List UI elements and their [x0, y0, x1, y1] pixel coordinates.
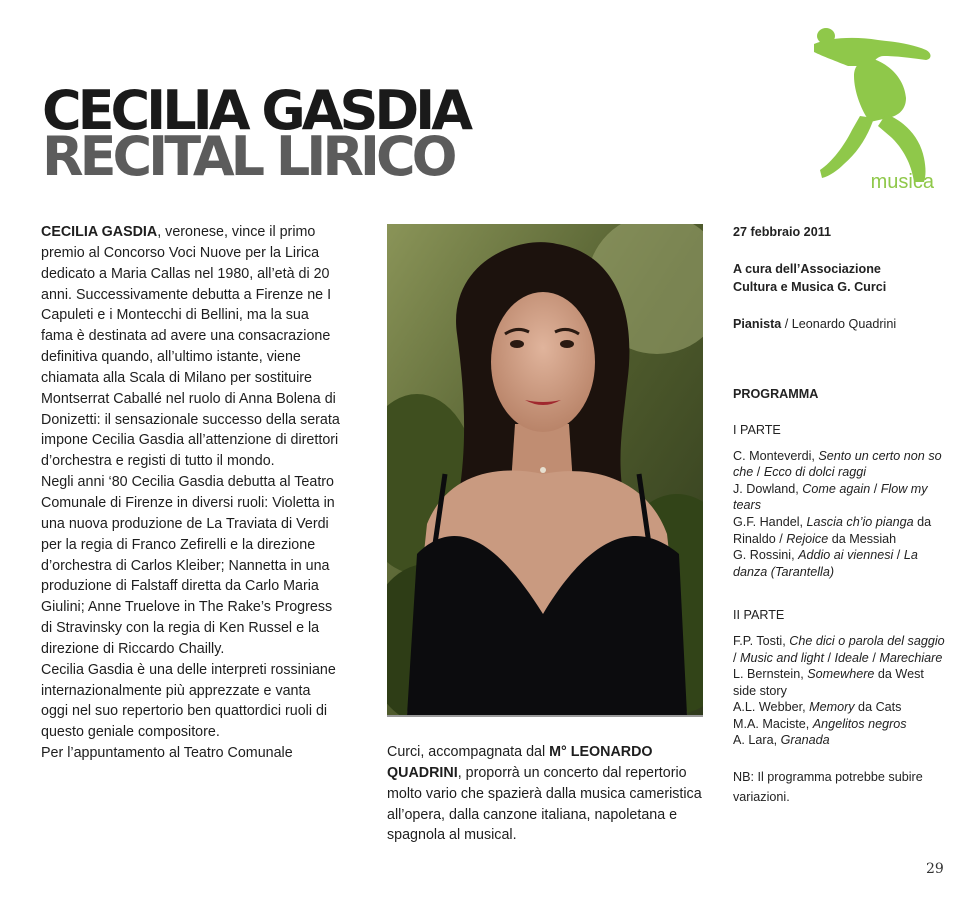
part2-list [733, 633, 948, 749]
bio-paragraph-3: Cecilia Gasdia è una delle interpreti rossiniane internazionalmente più apprezzate e vanta oggi nel suo repertorio ben quattordici ruoli di questo geniale compositore. [41, 661, 336, 741]
title-line-2: RECITAL LIRICO [42, 125, 454, 188]
event-date: 27 febbraio 2011 [733, 225, 832, 239]
program-item [733, 481, 948, 514]
part2-heading: II PARTE [733, 608, 785, 623]
program-item [733, 666, 948, 699]
pianist-separator: / [781, 316, 792, 331]
program-work-title: Flow my tears [733, 481, 928, 513]
concert-text-post: , proporrà un concerto dal repertorio molto vario che spazierà dalla musica cameristica all’opera, dalla canzone italiana, napoletana e spagnola al musical. [387, 764, 702, 844]
program-item [733, 732, 948, 749]
program-item [733, 514, 948, 547]
program-item [733, 633, 948, 666]
program-composer: A.L. Webber, [733, 700, 810, 715]
program-work-text: da Messiah [828, 531, 897, 546]
program-work-title: Sento un certo non so che [733, 448, 942, 480]
bio-paragraph-1 [41, 222, 341, 472]
part1-heading: I PARTE [733, 422, 781, 437]
program-composer: G.F. Handel, [733, 514, 807, 529]
pianist-name: Leonardo Quadrini [791, 316, 897, 331]
organizer-line-1: A cura dell’Associazione [733, 261, 881, 276]
page-number: 29 [926, 861, 944, 877]
program-work-title: Granada [780, 733, 830, 748]
program-item [733, 448, 948, 481]
program-work-title: Ecco di dolci raggi [763, 465, 867, 480]
program-work-text: / [753, 465, 764, 480]
program-work-text: da Cats [854, 700, 902, 715]
musica-logo [808, 26, 938, 196]
program-item [733, 699, 948, 716]
program-item [733, 716, 948, 733]
program-composer: A. Lara, [733, 733, 781, 748]
part1-list [733, 448, 948, 581]
photo-bottom-rule [387, 715, 703, 717]
concert-description [387, 742, 703, 846]
program-work-text: da Rinaldo / [733, 514, 932, 546]
organizer-line-2: Cultura e Musica G. Curci [733, 280, 887, 295]
program-work-text: / [824, 650, 835, 665]
program-item [733, 547, 948, 580]
bio-paragraph-4: Per l’appuntamento al Teatro Comunale [41, 745, 293, 762]
program-work-title: Angelitos negros [812, 716, 907, 731]
program-work-title: Rejoice [786, 531, 829, 546]
program-work-title: Music and light [740, 650, 824, 665]
program-work-title: Come again [802, 481, 871, 496]
program-work-title: Che dici o parola del saggio [789, 633, 945, 648]
program-composer: G. Rossini, [733, 548, 799, 563]
event-info-column [733, 222, 948, 807]
pianist-label: Pianista [733, 316, 782, 331]
concert-paragraph [387, 742, 703, 846]
program-composer: L. Bernstein, [733, 667, 808, 682]
singer-photo [387, 224, 703, 715]
program-composer: F.P. Tosti, [733, 633, 790, 648]
program-work-title: Ideale [834, 650, 869, 665]
program-composer: M.A. Maciste, [733, 716, 813, 731]
program-work-title: Memory [809, 700, 855, 715]
bio-paragraph-2: Negli anni ‘80 Cecilia Gasdia debutta al Teatro Comunale di Firenze in diversi ruoli: Violetta in una nuova produzione de La Traviata di Verdi per la regia di Franco Zefirelli e la direzione d’orchestra di Carlos Kleiber; Nannetta in una produzione di Falstaff diretta da Carlo Maria Giulini; Anne Truelove in The Rake’s Progress di Stravinsky con la regia di Ken Russel e la direzione di Riccardo Chailly. [41, 474, 335, 657]
program-work-title: Addio ai viennesi [798, 548, 894, 563]
program-work-title: La danza (Tarantella) [733, 548, 918, 579]
biography-column [41, 222, 341, 764]
program-work-text: / [868, 650, 880, 665]
program-work-text: / [733, 650, 740, 665]
pianist-line [733, 316, 948, 333]
programma-heading: PROGRAMMA [733, 387, 819, 402]
program-work-title: Somewhere [807, 667, 875, 682]
program-work-title: Lascia ch’io pianga [806, 514, 914, 529]
program-work-text: / [870, 481, 881, 496]
bio-name: CECILIA GASDIA [41, 224, 158, 240]
logo-label: musica [870, 171, 934, 193]
program-composer: J. Dowland, [733, 481, 803, 496]
program-work-text: da West side story [733, 667, 924, 698]
program-work-text: / [893, 548, 904, 563]
programma-note: NB: Il programma potrebbe subire variazioni. [733, 770, 923, 805]
concert-pianist: M° LEONARDO QUADRINI [387, 744, 653, 781]
bio-text-1: , veronese, vince il primo premio al Concorso Voci Nuove per la Lirica dedicato a Maria Callas nel 1980, all’età di 20 anni. Successivamente debutta a Firenze ne I Capuleti e i Montecchi di Bellini, ma la sua fama è destinata ad avere una consacrazione definitiva quando, all’ultimo istante, viene chiamata alla Scala di Milano per sostituire Montserrat Caballé nel ruolo di Anna Bolena di Donizetti: il sensazionale successo della serata impone Cecilia Gasdia all’attenzione di direttori d’orchestra e registi di tutto il mondo. [41, 224, 340, 470]
title-line-1: CECILIA GASDIA [42, 79, 470, 142]
program-composer: C. Monteverdi, [733, 448, 819, 463]
concert-text-pre: Curci, accompagnata dal [387, 744, 550, 760]
program-work-title: Marechiare [879, 650, 943, 665]
